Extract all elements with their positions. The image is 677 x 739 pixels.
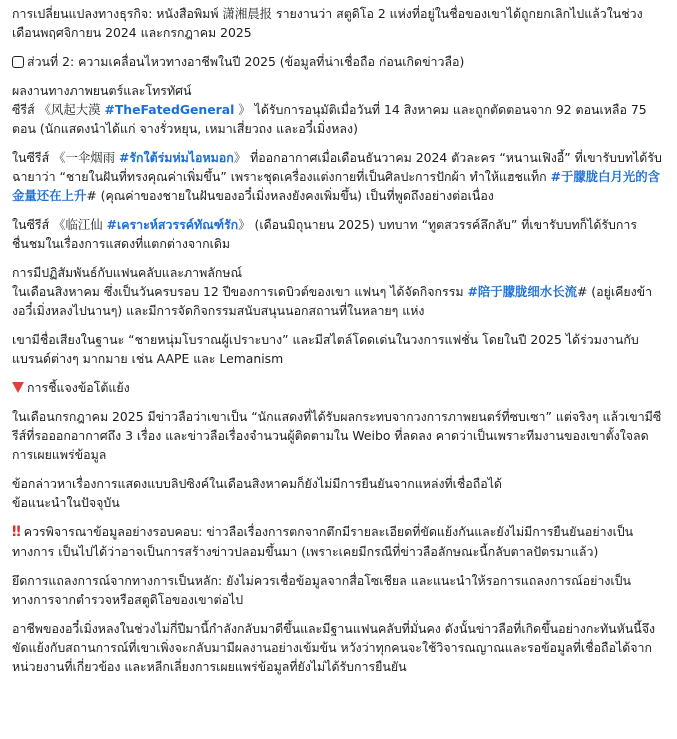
section3-heading: การชี้แจงข้อโต้แย้ง	[12, 378, 663, 397]
official-paragraph: ยึดการแถลงการณ์จากทางการเป็นหลัก: ยังไม่ควรเชื่อข้อมูลจากสื่อโซเชียล และแนะนำให้รอการแถลงการณ์อย่างเป็นทางการจากตำรวจหรือสตูดิโอของเขาต่อไป	[12, 573, 631, 607]
section2-heading: ส่วนที่ 2: ความเคลื่อนไหวทางอาชีพในปี 2025 (ข้อมูลที่น่าเชื่อถือ ก่อนเกิดข่าวลือ)	[12, 52, 663, 71]
fans-block: การมีปฏิสัมพันธ์กับแฟนคลับและภาพลักษณ์ ในเดือนสิงหาคม ซึ่งเป็นวันครบรอบ 12 ปีของการเดบิวต์ของเขา แฟนๆ ได้จัดกิจกรรม #陪于朦胧细水长流# (อยู่เคียงข้างอวี๋เมิ่งหลงไปนานๆ) และมีการจัดกิจกรรมสนับสนุนนอกสถานที่ในหลายๆ แห่ง	[12, 265, 653, 318]
stop-square-icon	[12, 56, 24, 68]
red-triangle-icon	[12, 382, 24, 393]
image-paragraph: เขามีชื่อเสียงในฐานะ “ชายหนุ่มโบราณผู้เปราะบาง” และมีสไตล์โดดเด่นในวงการแฟชั่น โดยในปี 2025 ได้ร่วมงานกับแบรนด์ต่างๆ มากมาย เช่น AAPE และ Lemanism	[12, 332, 639, 366]
fans-title: การมีปฏิสัมพันธ์กับแฟนคลับและภาพลักษณ์	[12, 265, 243, 280]
business-change-paragraph: การเปลี่ยนแปลงทางธุรกิจ: หนังสือพิมพ์ 潇湘晨报 รายงานว่า สตูดิโอ 2 แห่งที่อยู่ในชื่อของเขาได้ถูกยกเลิกไปแล้วในช่วงเดือนพฤศจิกายน 2024 และกรกฎาคม 2025	[12, 6, 643, 40]
final-paragraph: อาชีพของอวี๋เมิ่งหลงในช่วงไม่กี่ปีมานี้กำลังกลับมาดีขึ้นและมีฐานแฟนคลับที่มั่นคง ดังนั้นข่าวลือที่เกิดขึ้นอย่างกะทันหันนี้จึงขัดแย้งกับสถานการณ์ที่เขาเพิ่งจะกลับมามีผลงานอย่างเข้มข้น หวังว่าทุกคนจะใช้วิจารณญาณและรอข้อมูลที่เชื่อถือได้จากหน่วยงานที่เกี่ยวข้อง และหลีกเลี่ยงการเผยแพร่ข้อมูลที่ยังไม่ได้รับการยืนยัน	[12, 621, 656, 674]
claim-block: ข้อกล่าวหาเรื่องการแสดงแบบลิปซิงค์ในเดือนสิงหาคมก็ยังไม่มีการยืนยันจากแหล่งที่เชื่อถือได้ ข้อแนะนำในปัจจุบัน	[12, 476, 502, 510]
caution-paragraph: ‼ ควรพิจารณาข้อมูลอย่างรอบคอบ: ข่าวลือเรื่องการตกจากตึกมีรายละเอียดที่ขัดแย้งกันและยังไม่มีการยืนยันอย่างเป็นทางการ เป็นไปได้ว่าอาจเป็นการสร้างข่าวปลอมขึ้นมา (เพราะเคยมีกรณีที่ข่าวลือลักษณะนี้กลับตาลปัตรมาแล้ว)	[12, 524, 634, 559]
rumor-paragraph: ในเดือนกรกฎาคม 2025 มีข่าวลือว่าเขาเป็น “นักแสดงที่ได้รับผลกระทบจากวงการภาพยนตร์ที่ซบเซา” แต่จริงๆ แล้วเขามีซีรีส์ที่รอออกอากาศถึง 3 เรื่อง และข่าวลือเรื่องจำนวนผู้ติดตามใน Weibo ที่ลดลง คาดว่าเป็นเพราะทีมงานของเขาตั้งใจลดการเผยแพร่ข้อมูล	[12, 409, 662, 462]
series2-paragraph: ในซีรีส์ 《一伞烟雨 #รักใต้ร่มห่มไอหมอก》 ที่ออกอากาศเมื่อเดือนธันวาคม 2024 ตัวละคร “หนานเฟิงอี้” ที่เขารับบทได้รับฉายาว่า “ชายในฝันที่ทรงคุณค่าเพิ่มขึ้น” เพราะชุดเครื่องแต่งกายที่เป็นศิลปะการปักผ้า ทำให้แฮชแท็ก #于朦胧白月光的含金量还在上升# (คุณค่าของชายในฝันของอวี๋เมิ่งหลงยังคงเพิ่มขึ้น) เป็นที่พูดถึงอย่างต่อเนื่อง	[12, 150, 662, 203]
hashtag-series2[interactable]: #รักใต้ร่มห่มไอหมอก	[118, 150, 234, 165]
works-block: ผลงานทางภาพยนตร์และโทรทัศน์ ซีรีส์ 《风起大漠 #TheFatedGeneral 》 ได้รับการอนุมัติเมื่อวันที่ 14 สิงหาคม และถูกตัดตอนจาก 92 ตอนเหลือ 75 ตอน (นักแสดงนำได้แก่ จางรั่วหยุน, เหมาเสี่ยวถง และอวี๋เมิ่งหลง)	[12, 83, 647, 136]
advice-title: ข้อแนะนำในปัจจุบัน	[12, 495, 120, 510]
hashtag-thefatedgeneral[interactable]: #TheFatedGeneral	[104, 102, 235, 117]
series3-paragraph: ในซีรีส์ 《临江仙 #เคราะห์สวรรค์ทัณฑ์รัก》 (เดือนมิถุนายน 2025) บทบาท “ทูตสวรรค์ลึกลับ” ที่เขารับบทก็ได้รับการชื่นชมในเรื่องการแสดงที่แตกต่างจากเดิม	[12, 217, 638, 251]
hashtag-white-moonlight[interactable]: #于朦胧白月光的含金量还在上升	[12, 169, 661, 203]
hashtag-fans-anniversary[interactable]: #陪于朦胧细水长流	[467, 284, 577, 299]
works-title: ผลงานทางภาพยนตร์และโทรทัศน์	[12, 83, 192, 98]
hashtag-series3[interactable]: #เคราะห์สวรรค์ทัณฑ์รัก	[106, 217, 239, 232]
double-exclamation-icon: ‼	[12, 524, 20, 540]
